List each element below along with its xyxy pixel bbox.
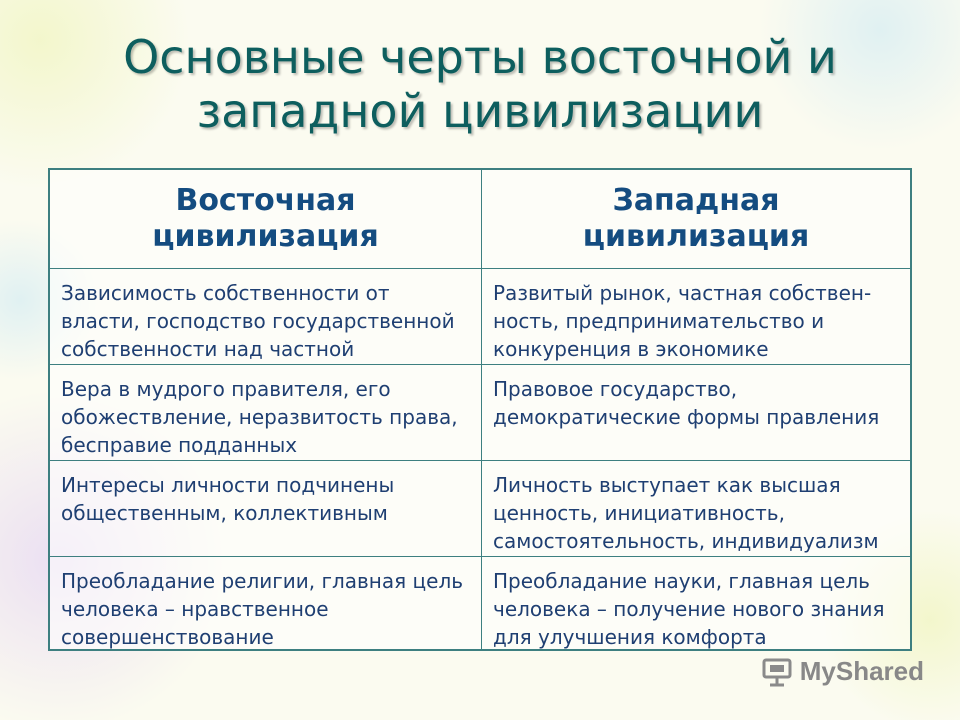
cell-west bbox=[482, 557, 910, 649]
presentation-screen-icon bbox=[760, 657, 794, 687]
comparison-table bbox=[48, 168, 912, 651]
cell-west bbox=[482, 365, 910, 460]
cell-text: Зависимость собственности от власти, господство государственной собственности над частной bbox=[61, 281, 455, 361]
cell-text: Преобладание науки, главная цель человека – получение нового знания для улучшения комфорта bbox=[493, 569, 885, 649]
table-row bbox=[50, 269, 910, 365]
cell-text: Правовое государство, демократические формы правления bbox=[493, 377, 880, 429]
cell-east bbox=[50, 461, 482, 556]
cell-west bbox=[482, 269, 910, 364]
cell-east bbox=[50, 269, 482, 364]
header-east: Восточная цивилизация bbox=[50, 170, 482, 268]
table-row bbox=[50, 461, 910, 557]
slide-title: Основные черты восточной и западной цивилизации bbox=[123, 30, 837, 138]
table-row bbox=[50, 557, 910, 649]
cell-east bbox=[50, 365, 482, 460]
header-west: Западная цивилизация bbox=[582, 183, 810, 254]
cell-text: Личность выступает как высшая ценность, инициативность, самостоятельность, индивидуализм bbox=[493, 473, 879, 553]
table-row bbox=[50, 365, 910, 461]
table-header-row bbox=[50, 170, 910, 269]
watermark-text: MyShared bbox=[799, 656, 924, 686]
cell-text: Вера в мудрого правителя, его обожествление, неразвитость права, бесправие подданных bbox=[61, 377, 458, 457]
cell-text: Развитый рынок, частная собствен-ность, предпринимательство и конкуренция в экономике bbox=[493, 281, 872, 361]
cell-east bbox=[50, 557, 482, 649]
myshared-watermark bbox=[760, 656, 924, 687]
cell-west bbox=[482, 461, 910, 556]
cell-text: Преобладание религии, главная цель человека – нравственное совершенствование bbox=[61, 569, 464, 649]
cell-text: Интересы личности подчинены общественным, коллективным bbox=[61, 473, 395, 525]
